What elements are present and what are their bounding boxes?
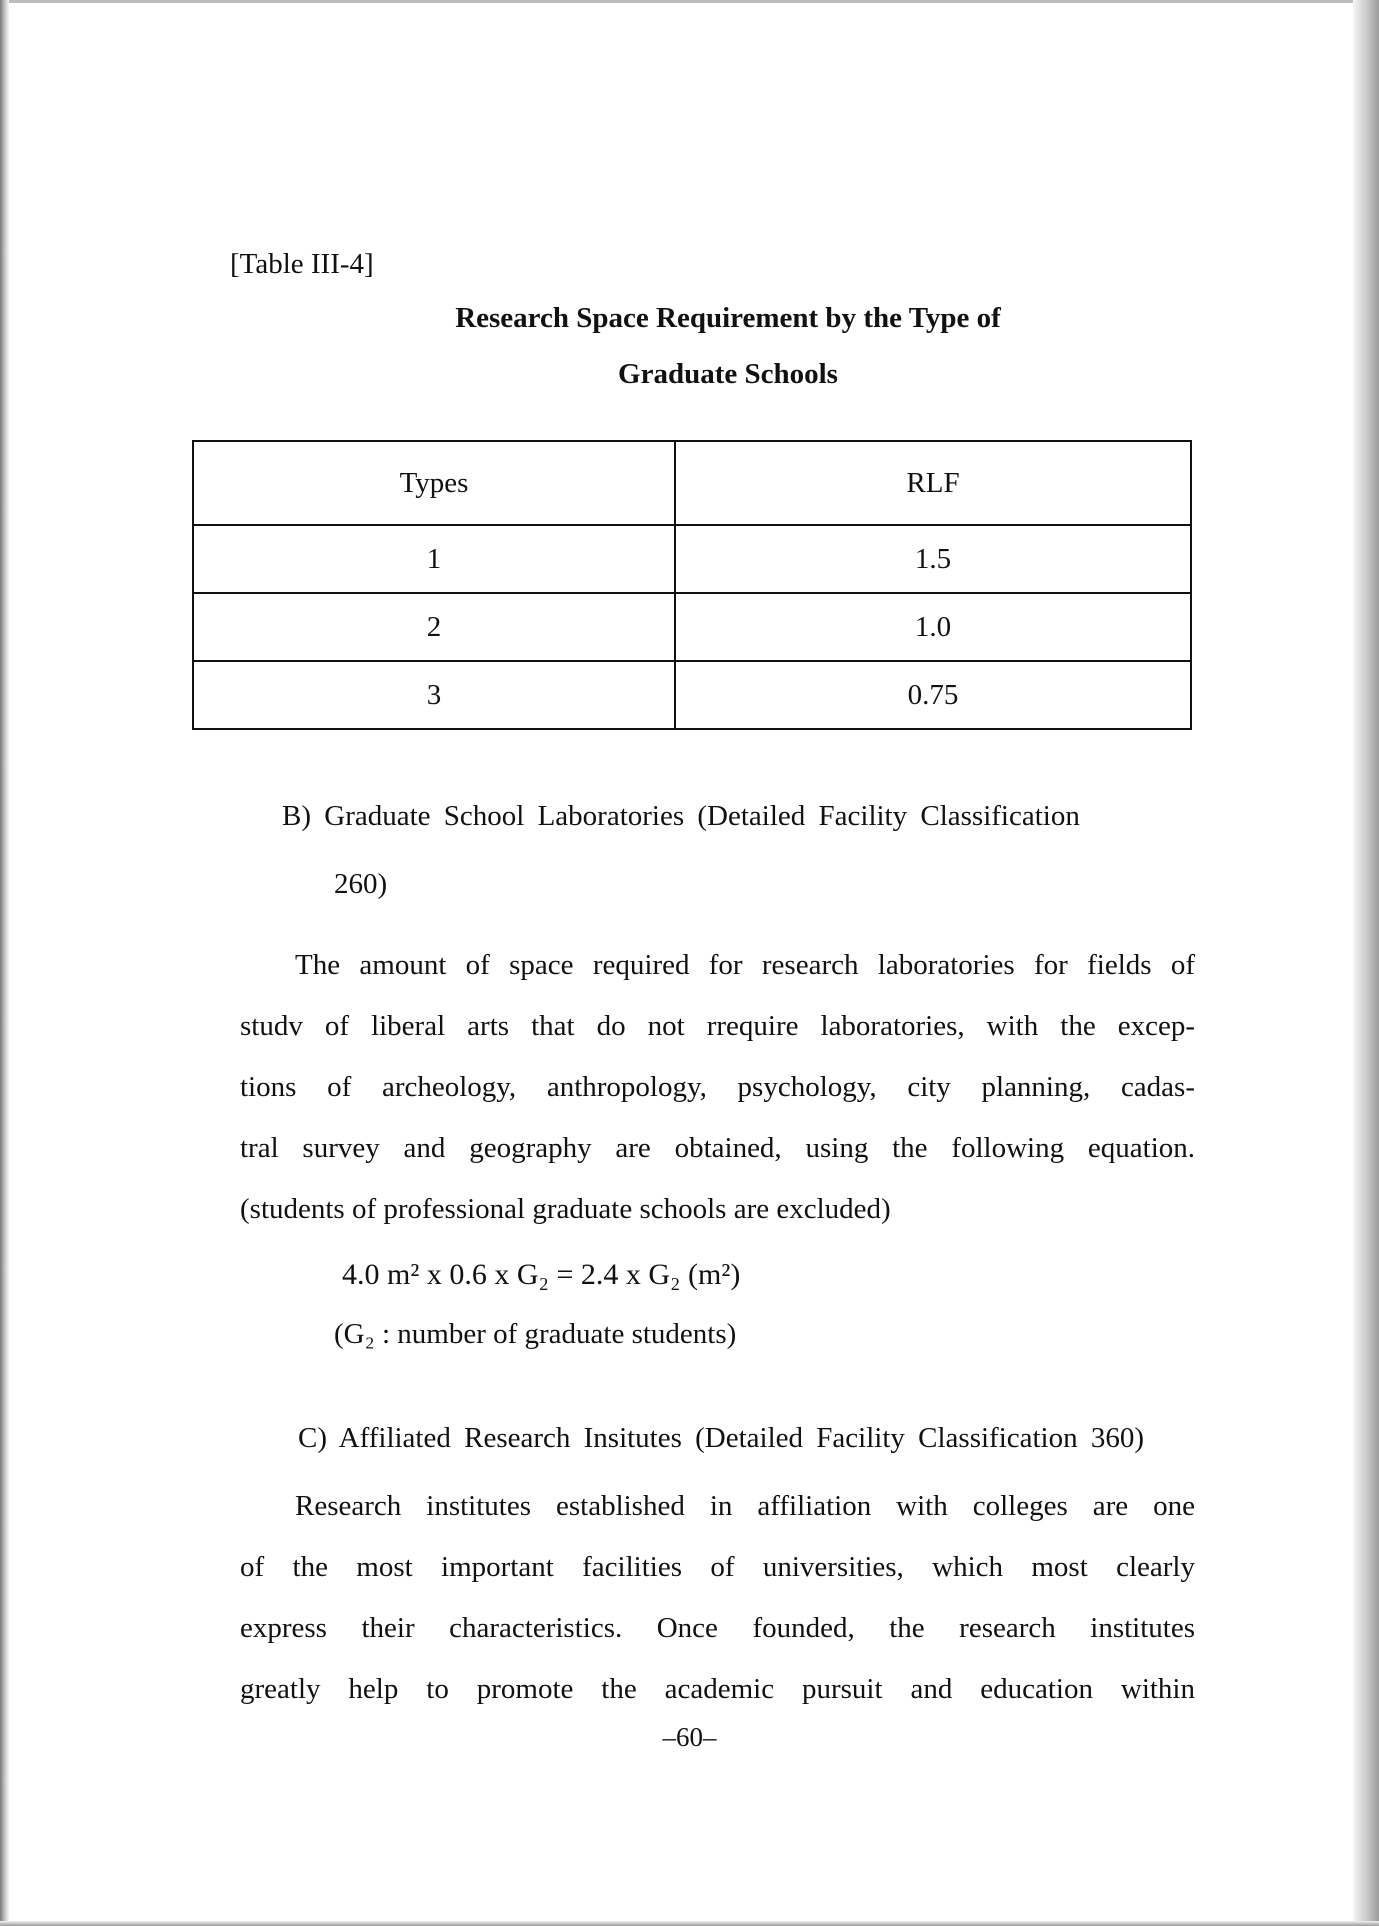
space-formula: 4.0 m² x 0.6 x G₂ = 2.4 x G₂ (m²) bbox=[342, 1258, 741, 1291]
table-header-row bbox=[193, 441, 1191, 525]
column-header-rlf: RLF bbox=[675, 441, 1191, 525]
page-number: –60– bbox=[662, 1722, 717, 1752]
table-label: [Table III-4] bbox=[230, 248, 374, 280]
paragraph-line: Research institutes established in affiliation with colleges are one bbox=[295, 1490, 1195, 1522]
page-edge-left bbox=[0, 0, 9, 1926]
table-cell-type: 2 bbox=[193, 593, 675, 661]
section-c-paragraph bbox=[240, 1476, 1195, 1720]
page-edge-top bbox=[0, 0, 1379, 3]
rlf-table bbox=[192, 440, 1192, 730]
table-cell-rlf: 0.75 bbox=[675, 661, 1191, 729]
paragraph-line: tral survey and geography are obtained, using the following equation. bbox=[240, 1132, 1195, 1164]
paragraph-line: tions of archeology, anthropology, psychology, city planning, cadas- bbox=[240, 1071, 1195, 1103]
page-edge-right bbox=[1353, 0, 1379, 1926]
table-title-line-2: Graduate Schools bbox=[618, 358, 838, 390]
section-b-heading: B) Graduate School Laboratories (Detailed Facility Classification bbox=[282, 800, 1080, 832]
column-header-types: Types bbox=[193, 441, 675, 525]
section-b-heading-continuation: 260) bbox=[334, 868, 388, 900]
table-cell-type: 1 bbox=[193, 525, 675, 593]
paragraph-line: (students of professional graduate schools are excluded) bbox=[240, 1193, 891, 1225]
table-cell-type: 3 bbox=[193, 661, 675, 729]
table-title-line-1: Research Space Requirement by the Type of bbox=[455, 302, 1001, 334]
table-cell-rlf: 1.5 bbox=[675, 525, 1191, 593]
paragraph-line: studv of liberal arts that do not rrequire laboratories, with the excep- bbox=[240, 1010, 1195, 1042]
paragraph-line: express their characteristics. Once founded, the research institutes bbox=[240, 1612, 1195, 1644]
table-cell-rlf: 1.0 bbox=[675, 593, 1191, 661]
section-c-heading: C) Affiliated Research Insitutes (Detailed Facility Classification 360) bbox=[298, 1422, 1145, 1454]
paragraph-line: of the most important facilities of universities, which most clearly bbox=[240, 1551, 1195, 1583]
table-row bbox=[193, 661, 1191, 729]
page-edge-bottom bbox=[0, 1921, 1379, 1926]
section-b-paragraph bbox=[240, 935, 1195, 1240]
formula-note: (G₂ : number of graduate students) bbox=[334, 1318, 737, 1350]
paragraph-line: The amount of space required for research laboratories for fields of bbox=[295, 949, 1195, 981]
paragraph-line: greatly help to promote the academic pursuit and education within bbox=[240, 1673, 1195, 1705]
table-row bbox=[193, 593, 1191, 661]
table-row bbox=[193, 525, 1191, 593]
